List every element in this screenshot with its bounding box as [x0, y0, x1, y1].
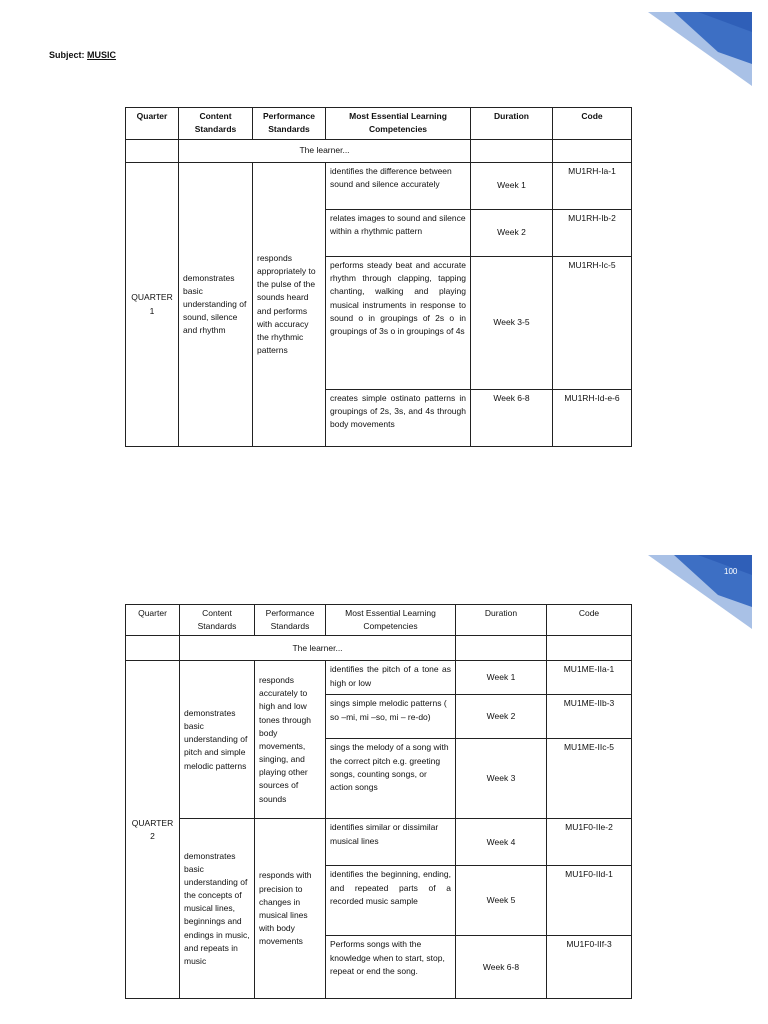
table-row	[126, 163, 632, 210]
header-performance-standards: Performance Standards	[255, 605, 326, 636]
competency: sings the melody of a song with the correct pitch e.g. greeting songs, counting songs, or action songs	[326, 739, 456, 819]
empty-cell	[456, 636, 547, 661]
duration: Week 4	[456, 819, 547, 866]
subject-value: MUSIC	[87, 50, 117, 60]
content-standard: demonstrates basic understanding of the concepts of musical lines, beginnings and endings in music, and repeats in music	[180, 819, 255, 999]
competency: sings simple melodic patterns ( so –mi, mi –so, mi – re-do)	[326, 695, 456, 739]
content-standard: demonstrates basic understanding of pitch and simple melodic patterns	[180, 661, 255, 819]
code: MU1RH-Ia-1	[553, 163, 632, 210]
header-competencies: Most Essential Learning Competencies	[326, 108, 471, 140]
header-content-standards: Content Standards	[180, 605, 255, 636]
duration: Week 1	[471, 163, 553, 210]
header-code: Code	[553, 108, 632, 140]
learner-row	[126, 140, 632, 163]
code: MU1RH-Id-e-6	[553, 390, 632, 447]
duration: Week 2	[456, 695, 547, 739]
competency: identifies the pitch of a tone as high or low	[326, 661, 456, 695]
competency: creates simple ostinato patterns in groupings of 2s, 3s, and 4s through body movements	[326, 390, 471, 447]
curriculum-table-quarter-1	[125, 107, 632, 447]
duration: Week 1	[456, 661, 547, 695]
header-duration: Duration	[456, 605, 547, 636]
learner-label: The learner...	[180, 636, 456, 661]
header-duration: Duration	[471, 108, 553, 140]
duration: Week 3-5	[471, 257, 553, 390]
code: MU1ME-IIc-5	[547, 739, 632, 819]
performance-standard: responds appropriately to the pulse of the sounds heard and performs with accuracy the rhythmic patterns	[253, 163, 326, 447]
header-content-standards: Content Standards	[179, 108, 253, 140]
empty-cell	[553, 140, 632, 163]
performance-standard: responds with precision to changes in musical lines with body movements	[255, 819, 326, 999]
empty-cell	[126, 140, 179, 163]
competency: relates images to sound and silence within a rhythmic pattern	[326, 210, 471, 257]
competency: performs steady beat and accurate rhythm through clapping, tapping chanting, walking and playing musical instruments in response to sound o in groupings of 2s o in groupings of 3s o in groupings of 4s	[326, 257, 471, 390]
duration: Week 5	[456, 866, 547, 936]
empty-cell	[547, 636, 632, 661]
header-quarter: Quarter	[126, 108, 179, 140]
code: MU1RH-Ib-2	[553, 210, 632, 257]
empty-cell	[126, 636, 180, 661]
learner-row	[126, 636, 632, 661]
table-header-row	[126, 605, 632, 636]
learner-label: The learner...	[179, 140, 471, 163]
header-performance-standards: Performance Standards	[253, 108, 326, 140]
subject-line	[49, 50, 116, 60]
empty-cell	[471, 140, 553, 163]
table-row	[126, 661, 632, 695]
header-quarter: Quarter	[126, 605, 180, 636]
competency: identifies similar or dissimilar musical lines	[326, 819, 456, 866]
code: MU1F0-IIf-3	[547, 936, 632, 999]
code: MU1ME-IIa-1	[547, 661, 632, 695]
duration: Week 2	[471, 210, 553, 257]
duration: Week 6-8	[456, 936, 547, 999]
code: MU1RH-Ic-5	[553, 257, 632, 390]
code: MU1F0-IId-1	[547, 866, 632, 936]
curriculum-table-quarter-2	[125, 604, 632, 999]
subject-label: Subject:	[49, 50, 85, 60]
competency: identifies the beginning, ending, and repeated parts of a recorded music sample	[326, 866, 456, 936]
corner-decoration-top	[648, 12, 752, 86]
code: MU1ME-IIb-3	[547, 695, 632, 739]
performance-standard: responds accurately to high and low tones through body movements, singing, and playing other sources of sounds	[255, 661, 326, 819]
table-row	[126, 819, 632, 866]
code: MU1F0-IIe-2	[547, 819, 632, 866]
competency: Performs songs with the knowledge when to start, stop, repeat or end the song.	[326, 936, 456, 999]
competency: identifies the difference between sound and silence accurately	[326, 163, 471, 210]
duration: Week 6-8	[471, 390, 553, 447]
header-code: Code	[547, 605, 632, 636]
quarter-label: QUARTER 1	[126, 163, 179, 447]
duration: Week 3	[456, 739, 547, 819]
content-standard: demonstrates basic understanding of sound, silence and rhythm	[179, 163, 253, 447]
header-competencies: Most Essential Learning Competencies	[326, 605, 456, 636]
table-header-row	[126, 108, 632, 140]
quarter-label: QUARTER 2	[126, 661, 180, 999]
page-number: 100	[724, 567, 738, 576]
